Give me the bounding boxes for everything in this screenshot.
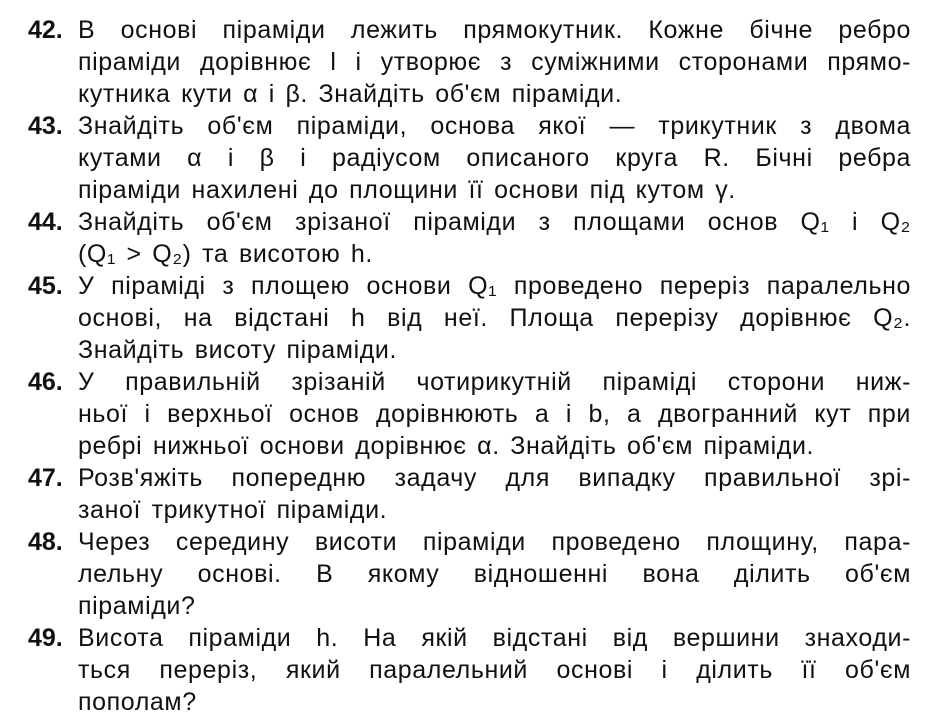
problem-44	[28, 206, 911, 270]
text-line: (Q₁ > Q₂) та висотою h.	[78, 240, 373, 268]
text-line: У правильній зрізаній чотирикутній піраміді сторони ниж-	[78, 368, 911, 396]
problem-text	[78, 270, 911, 366]
text-line: Знайдіть об'єм зрізаної піраміди з площами основ Q₁ і Q₂	[78, 208, 911, 236]
text-line: заної трикутної піраміди.	[78, 496, 388, 524]
text-line: кутами α і β і радіусом описаного круга R. Бічні ребра	[78, 144, 911, 172]
problem-text	[78, 206, 911, 270]
problem-number: 48.	[28, 528, 63, 556]
problem-number: 44.	[28, 208, 63, 236]
text-line: Висота піраміди h. На якій відстані від вершини знаходи-	[78, 624, 911, 652]
text-line: Знайдіть об'єм піраміди, основа якої — трикутник з двома	[78, 112, 911, 140]
text-line: Знайдіть висоту піраміди.	[78, 336, 398, 364]
text-line: В основі піраміди лежить прямокутник. Кожне бічне ребро	[78, 16, 911, 44]
problem-number: 42.	[28, 16, 63, 44]
problem-42	[28, 14, 911, 110]
problem-45	[28, 270, 911, 366]
problem-48	[28, 526, 911, 622]
text-line: піраміди?	[78, 592, 196, 620]
problem-49	[28, 622, 911, 718]
problem-text	[78, 526, 911, 622]
problem-43	[28, 110, 911, 206]
text-line: Розв'яжіть попередню задачу для випадку правильної зрі-	[78, 464, 911, 492]
problem-text	[78, 366, 911, 462]
text-line: кутника кути α і β. Знайдіть об'єм піраміди.	[78, 80, 623, 108]
text-line: У піраміді з площею основи Q₁ проведено переріз паралельно	[78, 272, 911, 300]
text-line: основі, на відстані h від неї. Площа перерізу дорівнює Q₂.	[78, 304, 911, 332]
text-line: ньої і верхньої основ дорівнюють a і b, а двогранний кут при	[78, 400, 911, 428]
text-line: Через середину висоти піраміди проведено площину, пара-	[78, 528, 911, 556]
problem-number: 49.	[28, 624, 63, 652]
problem-text	[78, 14, 911, 110]
problem-number: 43.	[28, 112, 63, 140]
problem-number: 45.	[28, 272, 63, 300]
text-line: лельну основі. В якому відношенні вона ділить об'єм	[78, 560, 911, 588]
text-line: піраміди нахилені до площини її основи під кутом γ.	[78, 176, 736, 204]
problem-47	[28, 462, 911, 526]
problem-text	[78, 622, 911, 718]
text-line: пополам?	[78, 688, 197, 716]
text-line: піраміди дорівнює l і утворює з суміжними сторонами прямо-	[78, 48, 911, 76]
problem-46	[28, 366, 911, 462]
problem-text	[78, 110, 911, 206]
text-line: ться переріз, який паралельний основі і ділить її об'єм	[78, 656, 911, 684]
problem-text	[78, 462, 911, 526]
problem-number: 46.	[28, 368, 63, 396]
problem-number: 47.	[28, 464, 63, 492]
text-line: ребрі нижньої основи дорівнює α. Знайдіть об'єм піраміди.	[78, 432, 815, 460]
